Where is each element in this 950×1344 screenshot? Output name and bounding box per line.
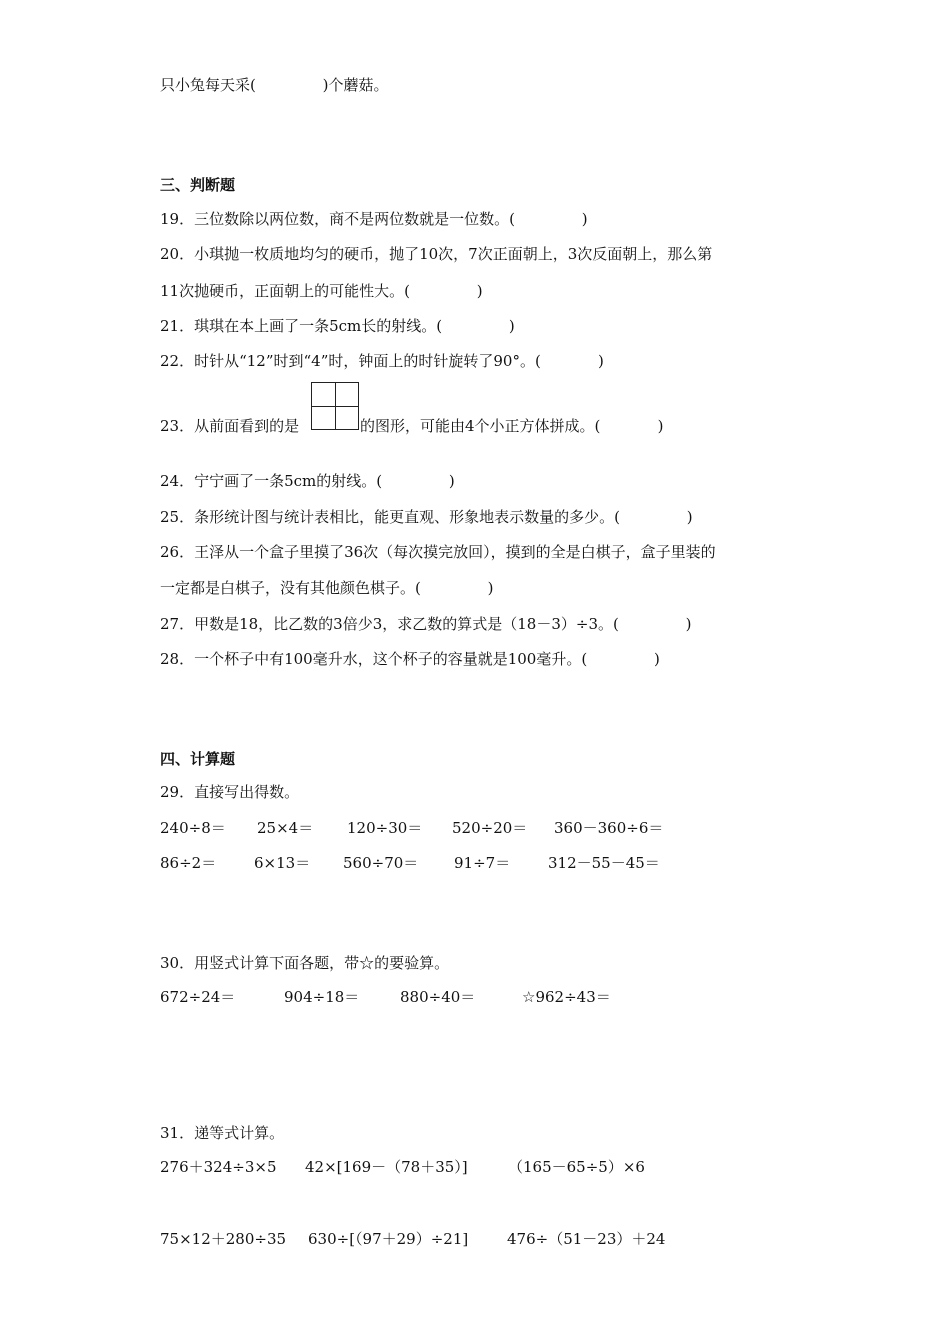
- question-24: 24．宁宁画了一条5cm的射线。( ): [160, 472, 455, 490]
- grid-horizontal-line: [312, 406, 358, 407]
- section-title-calculation: 四、计算题: [160, 750, 236, 768]
- expression: 630÷[（97＋29）÷21]: [308, 1230, 469, 1248]
- question-25: 25．条形统计图与统计表相比，能更直观、形象地表示数量的多少。( ): [160, 508, 693, 526]
- question-27: 27．甲数是18，比乙数的3倍少3，求乙数的算式是（18－3）÷3。( ): [160, 615, 692, 633]
- expression: 120÷30＝: [347, 819, 423, 837]
- square-grid-figure: [311, 382, 359, 430]
- expression: 520÷20＝: [452, 819, 528, 837]
- question-26-line1: 26．王泽从一个盒子里摸了36次（每次摸完放回），摸到的全是白棋子，盒子里装的: [160, 543, 716, 561]
- question-20-line1: 20．小琪抛一枚质地均匀的硬币，抛了10次，7次正面朝上，3次反面朝上，那么第: [160, 245, 713, 263]
- question-30: 30．用竖式计算下面各题，带☆的要验算。: [160, 954, 450, 972]
- expression: 672÷24＝: [160, 988, 236, 1006]
- expression: 276＋324÷3×5: [160, 1158, 277, 1176]
- expression: 42×[169－（78＋35）]: [305, 1158, 468, 1176]
- continued-question-text: 只小兔每天采( )个蘑菇。: [160, 76, 389, 94]
- question-21: 21．琪琪在本上画了一条5cm长的射线。( ): [160, 317, 515, 335]
- q30-row: [0, 987, 950, 1007]
- question-23-suffix: 的图形，可能由4个小正方体拼成。( ): [360, 417, 664, 435]
- q29-row-2: [0, 853, 950, 873]
- section-title-judgement: 三、判断题: [160, 176, 236, 194]
- q31-row-1: [0, 1157, 950, 1177]
- expression: 360－360÷6＝: [554, 819, 664, 837]
- expression: 312－55－45＝: [548, 854, 660, 872]
- q29-row-1: [0, 818, 950, 838]
- q31-row-2: [0, 1229, 950, 1249]
- expression: ☆962÷43＝: [522, 988, 611, 1006]
- expression: 25×4＝: [257, 819, 314, 837]
- expression: 560÷70＝: [343, 854, 419, 872]
- question-31: 31．递等式计算。: [160, 1124, 285, 1142]
- expression: 6×13＝: [254, 854, 311, 872]
- expression: 880÷40＝: [400, 988, 476, 1006]
- question-29: 29．直接写出得数。: [160, 783, 300, 801]
- question-26-line2: 一定都是白棋子，没有其他颜色棋子。( ): [160, 579, 494, 597]
- expression: 904÷18＝: [284, 988, 360, 1006]
- expression: 75×12＋280÷35: [160, 1230, 287, 1248]
- expression: （165－65÷5）×6: [508, 1158, 645, 1176]
- question-19: 19．三位数除以两位数，商不是两位数就是一位数。( ): [160, 210, 588, 228]
- expression: 86÷2＝: [160, 854, 217, 872]
- question-28: 28．一个杯子中有100毫升水，这个杯子的容量就是100毫升。( ): [160, 650, 660, 668]
- question-23-prefix: 23．从前面看到的是: [160, 417, 300, 435]
- expression: 91÷7＝: [454, 854, 511, 872]
- expression: 240÷8＝: [160, 819, 226, 837]
- question-22: 22．时针从“12”时到“4”时，钟面上的时针旋转了90°。( ): [160, 352, 604, 370]
- expression: 476÷（51－23）＋24: [507, 1230, 666, 1248]
- question-20-line2: 11次抛硬币，正面朝上的可能性大。( ): [160, 282, 483, 300]
